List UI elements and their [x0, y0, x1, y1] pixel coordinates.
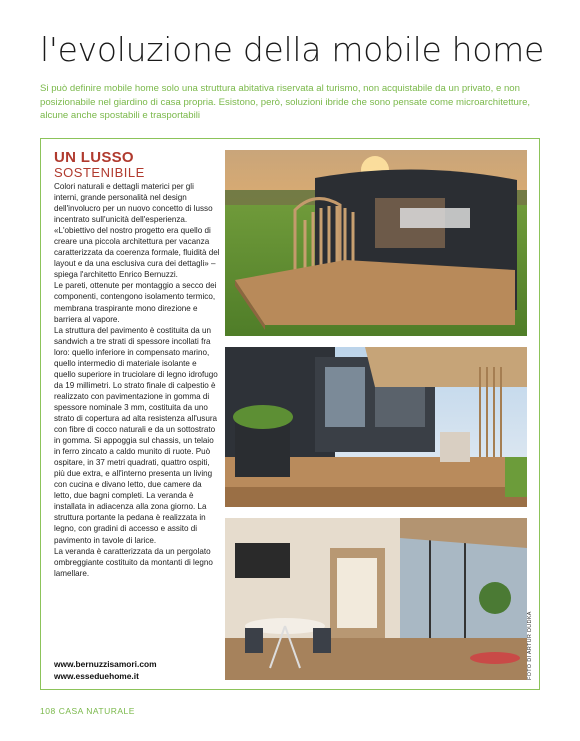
box-heading-line1: UN LUSSO	[54, 149, 134, 166]
article-title: l'evoluzione della mobile home	[40, 30, 544, 69]
body-paragraph: La struttura del pavimento è costituita da un sandwich a tre strati di spessore incollati fra loro: quello inferiore in compensato marino, quello intermedio di materiale isolante e quello superiore in truciolare di legno idrofugo da 19 millimetri. Lo strato finale di calpestio è realizzato con pavimentazione in gomma di spessore nominale 3 mm, costituita da uno strato di copertura ad alta resistenza all'usura con fibre di cocco naturali e da un sottostrato in gomma. Si appoggia sul chassis, un telaio in ferro zincato a caldo munito di ruote. Può ospitare, in 37 metri quadrati, quattro ospiti, più due extra, e all'interno presenta un living con cucina e divano letto, due camere da letto, due bagni completi. La veranda è installata in adiacenza alla zona giorno. La struttura portante la pedana è realizzata in legno, con gradini di accesso e assito di pavimento in tavole di larice.	[54, 325, 218, 545]
body-paragraph: La veranda è caratterizzata da un pergolato ombreggiante costituito da montanti di legno lamellare.	[54, 546, 213, 578]
photo-credit: FOTO DI ARTUR DUDKA	[527, 611, 533, 680]
box-heading-line2: SOSTENIBILE	[54, 165, 145, 180]
link-esseduehome[interactable]: www.esseduehome.it	[54, 671, 139, 681]
body-paragraph: Le pareti, ottenute per montaggio a secco dei componenti, contengono isolamento termico, membrana traspirante mono direzione e barriera al vapore.	[54, 281, 217, 324]
article-intro: Si può definire mobile home solo una struttura abitativa riservata al turismo, non acquistabile da un privato, e non posizionabile nel giardino di casa propria. Esistono, però, soluzioni ibride che sono pensate come microarchitetture, alcune anche spostabili e trasportabili	[40, 83, 531, 121]
box-links	[54, 658, 220, 682]
box-body	[54, 181, 220, 579]
page-number: 108	[40, 706, 56, 716]
body-paragraph: Colori naturali e dettagli materici per gli interni, grande personalità nel design dell'involucro per un nuovo concetto di lusso incentrato sull'unicità dell'esperienza. «L'obiettivo del nostro progetto era quello di creare una piccola architettura per vacanza caratterizzata da coerenza formale, fluidità del layout e da una esclusiva cura dei dettagli» – spiega l'architetto Enrico Bernuzzi.	[54, 182, 220, 280]
photo-interior-living	[225, 518, 527, 680]
page-footer	[40, 706, 135, 716]
link-bernuzzisamori[interactable]: www.bernuzzisamori.com	[54, 659, 157, 669]
magazine-name: CASA NATURALE	[58, 706, 135, 716]
photo-deck-planters	[225, 347, 527, 507]
photo-exterior-sunset	[225, 150, 527, 336]
